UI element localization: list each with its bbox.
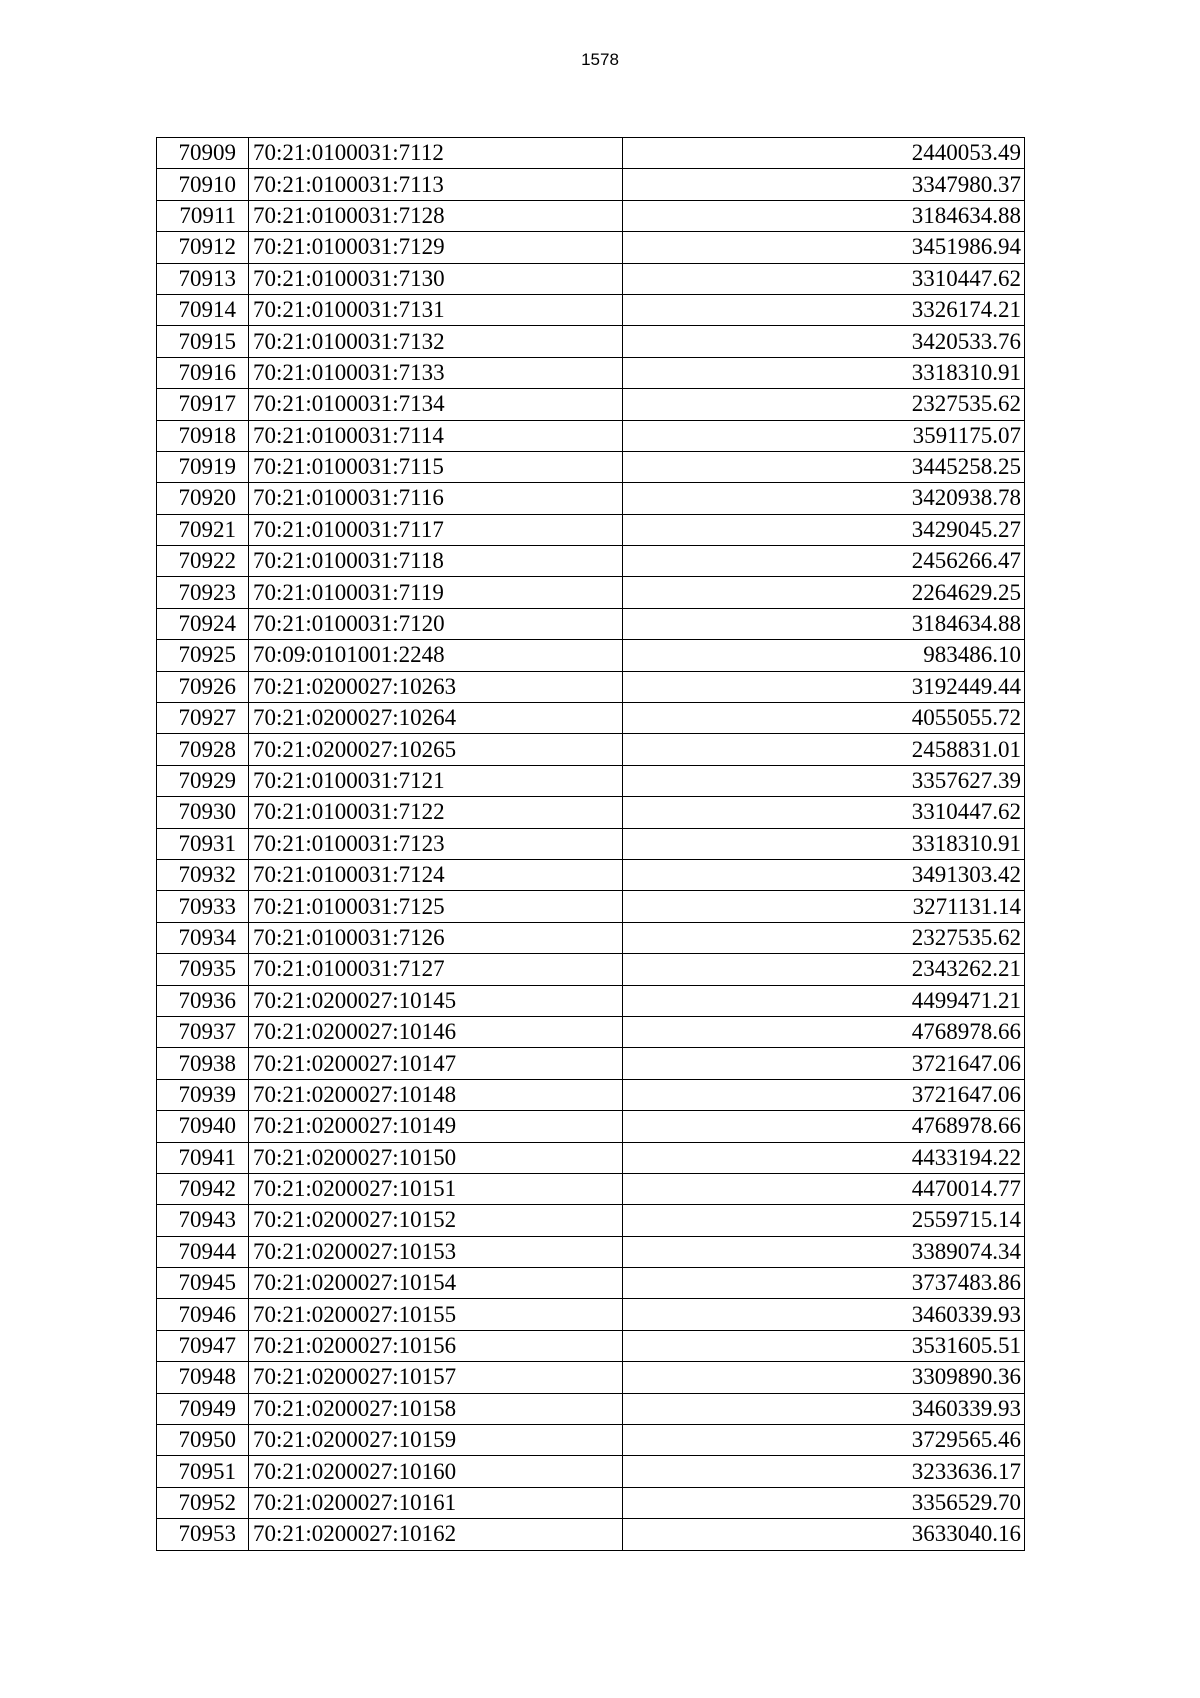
cadastral-value-cell: 3309890.36 [623,1362,1025,1393]
cadastral-number-cell: 70:21:0200027:10265 [249,734,623,765]
cadastral-value-cell: 3347980.37 [623,169,1025,200]
table-row [157,1362,1025,1393]
cadastral-number-cell: 70:21:0200027:10160 [249,1456,623,1487]
cadastral-value-cell: 3184634.88 [623,608,1025,639]
cadastral-value-cell: 3184634.88 [623,200,1025,231]
row-number-cell: 70948 [157,1362,249,1393]
table-row [157,891,1025,922]
cadastral-value-cell: 3451986.94 [623,232,1025,263]
cadastral-value-cell: 3721647.06 [623,1079,1025,1110]
row-number-cell: 70927 [157,703,249,734]
cadastral-number-cell: 70:21:0200027:10152 [249,1205,623,1236]
cadastral-value-cell: 2458831.01 [623,734,1025,765]
row-number-cell: 70925 [157,640,249,671]
cadastral-number-cell: 70:21:0100031:7125 [249,891,623,922]
table-row [157,954,1025,985]
table-row [157,1487,1025,1518]
row-number-cell: 70910 [157,169,249,200]
table-row [157,1330,1025,1361]
cadastral-number-cell: 70:21:0200027:10162 [249,1519,623,1550]
table-row [157,985,1025,1016]
row-number-cell: 70939 [157,1079,249,1110]
cadastral-number-cell: 70:21:0100031:7122 [249,797,623,828]
cadastral-value-cell: 4433194.22 [623,1142,1025,1173]
row-number-cell: 70920 [157,483,249,514]
cadastral-value-cell: 3729565.46 [623,1425,1025,1456]
table-row [157,1205,1025,1236]
cadastral-value-table [156,137,1025,1551]
row-number-cell: 70919 [157,451,249,482]
row-number-cell: 70935 [157,954,249,985]
cadastral-number-cell: 70:21:0100031:7134 [249,389,623,420]
row-number-cell: 70917 [157,389,249,420]
cadastral-number-cell: 70:21:0100031:7120 [249,608,623,639]
table-row [157,797,1025,828]
cadastral-value-cell: 3721647.06 [623,1048,1025,1079]
cadastral-number-cell: 70:21:0100031:7133 [249,357,623,388]
row-number-cell: 70933 [157,891,249,922]
cadastral-number-cell: 70:21:0100031:7127 [249,954,623,985]
cadastral-value-cell: 2440053.49 [623,138,1025,169]
cadastral-number-cell: 70:21:0200027:10148 [249,1079,623,1110]
cadastral-value-cell: 3271131.14 [623,891,1025,922]
cadastral-value-cell: 3318310.91 [623,828,1025,859]
cadastral-number-cell: 70:21:0200027:10157 [249,1362,623,1393]
cadastral-number-cell: 70:21:0100031:7128 [249,200,623,231]
cadastral-value-cell: 3429045.27 [623,514,1025,545]
row-number-cell: 70953 [157,1519,249,1550]
page-number: 1578 [581,50,619,69]
table-row [157,1393,1025,1424]
row-number-cell: 70951 [157,1456,249,1487]
cadastral-number-cell: 70:21:0100031:7119 [249,577,623,608]
cadastral-value-cell: 2343262.21 [623,954,1025,985]
table-row [157,138,1025,169]
row-number-cell: 70916 [157,357,249,388]
table-row [157,1519,1025,1550]
row-number-cell: 70930 [157,797,249,828]
table-row [157,1142,1025,1173]
row-number-cell: 70938 [157,1048,249,1079]
table-row [157,703,1025,734]
row-number-cell: 70912 [157,232,249,263]
cadastral-value-cell: 3445258.25 [623,451,1025,482]
cadastral-number-cell: 70:21:0100031:7118 [249,546,623,577]
cadastral-value-cell: 2456266.47 [623,546,1025,577]
row-number-cell: 70949 [157,1393,249,1424]
table-row [157,1268,1025,1299]
cadastral-number-cell: 70:21:0200027:10156 [249,1330,623,1361]
cadastral-number-cell: 70:21:0200027:10154 [249,1268,623,1299]
table-row [157,1236,1025,1267]
table-row [157,357,1025,388]
cadastral-value-cell: 2327535.62 [623,922,1025,953]
table-row [157,608,1025,639]
row-number-cell: 70923 [157,577,249,608]
row-number-cell: 70942 [157,1173,249,1204]
cadastral-number-cell: 70:21:0100031:7121 [249,765,623,796]
cadastral-number-cell: 70:21:0200027:10150 [249,1142,623,1173]
row-number-cell: 70945 [157,1268,249,1299]
table-row [157,859,1025,890]
table-row [157,922,1025,953]
cadastral-value-cell: 4055055.72 [623,703,1025,734]
cadastral-number-cell: 70:21:0100031:7126 [249,922,623,953]
cadastral-number-cell: 70:21:0200027:10264 [249,703,623,734]
cadastral-number-cell: 70:21:0200027:10153 [249,1236,623,1267]
table-row [157,1048,1025,1079]
table-row [157,734,1025,765]
cadastral-value-cell: 3357627.39 [623,765,1025,796]
cadastral-value-cell: 3531605.51 [623,1330,1025,1361]
cadastral-value-cell: 3633040.16 [623,1519,1025,1550]
cadastral-value-cell: 3737483.86 [623,1268,1025,1299]
cadastral-value-cell: 2327535.62 [623,389,1025,420]
cadastral-number-cell: 70:21:0100031:7131 [249,294,623,325]
row-number-cell: 70928 [157,734,249,765]
cadastral-number-cell: 70:21:0200027:10145 [249,985,623,1016]
row-number-cell: 70909 [157,138,249,169]
cadastral-number-cell: 70:21:0100031:7114 [249,420,623,451]
cadastral-value-cell: 3460339.93 [623,1393,1025,1424]
row-number-cell: 70944 [157,1236,249,1267]
table-row [157,200,1025,231]
table-row [157,828,1025,859]
cadastral-value-cell: 4768978.66 [623,1016,1025,1047]
cadastral-value-cell: 4768978.66 [623,1111,1025,1142]
cadastral-number-cell: 70:21:0100031:7132 [249,326,623,357]
table-row [157,577,1025,608]
row-number-cell: 70911 [157,200,249,231]
cadastral-value-cell: 3356529.70 [623,1487,1025,1518]
row-number-cell: 70943 [157,1205,249,1236]
cadastral-value-cell: 3310447.62 [623,797,1025,828]
table-row [157,546,1025,577]
table-row [157,640,1025,671]
table-row [157,1016,1025,1047]
cadastral-number-cell: 70:21:0200027:10263 [249,671,623,702]
row-number-cell: 70929 [157,765,249,796]
table-row [157,389,1025,420]
cadastral-value-cell: 3326174.21 [623,294,1025,325]
row-number-cell: 70940 [157,1111,249,1142]
cadastral-value-cell: 3460339.93 [623,1299,1025,1330]
table-row [157,294,1025,325]
row-number-cell: 70921 [157,514,249,545]
cadastral-number-cell: 70:21:0100031:7113 [249,169,623,200]
table-row [157,451,1025,482]
table-row [157,420,1025,451]
row-number-cell: 70914 [157,294,249,325]
cadastral-number-cell: 70:21:0100031:7129 [249,232,623,263]
cadastral-value-cell: 3591175.07 [623,420,1025,451]
table-body [157,138,1025,1551]
cadastral-number-cell: 70:21:0200027:10149 [249,1111,623,1142]
row-number-cell: 70952 [157,1487,249,1518]
table-row [157,1111,1025,1142]
cadastral-value-cell: 3389074.34 [623,1236,1025,1267]
row-number-cell: 70918 [157,420,249,451]
cadastral-value-cell: 3192449.44 [623,671,1025,702]
cadastral-value-cell: 3233636.17 [623,1456,1025,1487]
table-row [157,514,1025,545]
cadastral-value-cell: 3420938.78 [623,483,1025,514]
row-number-cell: 70947 [157,1330,249,1361]
cadastral-number-cell: 70:21:0200027:10159 [249,1425,623,1456]
table-row [157,671,1025,702]
row-number-cell: 70950 [157,1425,249,1456]
row-number-cell: 70931 [157,828,249,859]
cadastral-number-cell: 70:21:0100031:7124 [249,859,623,890]
cadastral-value-cell: 4470014.77 [623,1173,1025,1204]
row-number-cell: 70926 [157,671,249,702]
table-row [157,1425,1025,1456]
cadastral-value-cell: 983486.10 [623,640,1025,671]
cadastral-number-cell: 70:21:0200027:10161 [249,1487,623,1518]
cadastral-number-cell: 70:21:0100031:7115 [249,451,623,482]
table-row [157,765,1025,796]
cadastral-number-cell: 70:21:0100031:7123 [249,828,623,859]
cadastral-value-cell: 3491303.42 [623,859,1025,890]
table-row [157,169,1025,200]
cadastral-value-cell: 3318310.91 [623,357,1025,388]
cadastral-value-cell: 3310447.62 [623,263,1025,294]
cadastral-number-cell: 70:21:0100031:7112 [249,138,623,169]
table-row [157,483,1025,514]
cadastral-value-cell: 4499471.21 [623,985,1025,1016]
cadastral-number-cell: 70:21:0200027:10146 [249,1016,623,1047]
row-number-cell: 70932 [157,859,249,890]
cadastral-number-cell: 70:21:0200027:10151 [249,1173,623,1204]
cadastral-value-cell: 2264629.25 [623,577,1025,608]
table-row [157,1173,1025,1204]
cadastral-number-cell: 70:21:0200027:10155 [249,1299,623,1330]
row-number-cell: 70937 [157,1016,249,1047]
table-row [157,1299,1025,1330]
row-number-cell: 70915 [157,326,249,357]
cadastral-number-cell: 70:21:0100031:7116 [249,483,623,514]
row-number-cell: 70936 [157,985,249,1016]
cadastral-number-cell: 70:21:0100031:7117 [249,514,623,545]
row-number-cell: 70913 [157,263,249,294]
row-number-cell: 70922 [157,546,249,577]
cadastral-number-cell: 70:21:0200027:10158 [249,1393,623,1424]
table-row [157,326,1025,357]
cadastral-number-cell: 70:09:0101001:2248 [249,640,623,671]
row-number-cell: 70934 [157,922,249,953]
row-number-cell: 70946 [157,1299,249,1330]
table-row [157,263,1025,294]
cadastral-number-cell: 70:21:0200027:10147 [249,1048,623,1079]
table-row [157,1079,1025,1110]
row-number-cell: 70924 [157,608,249,639]
row-number-cell: 70941 [157,1142,249,1173]
cadastral-number-cell: 70:21:0100031:7130 [249,263,623,294]
cadastral-value-cell: 2559715.14 [623,1205,1025,1236]
table-row [157,1456,1025,1487]
cadastral-value-cell: 3420533.76 [623,326,1025,357]
table-row [157,232,1025,263]
